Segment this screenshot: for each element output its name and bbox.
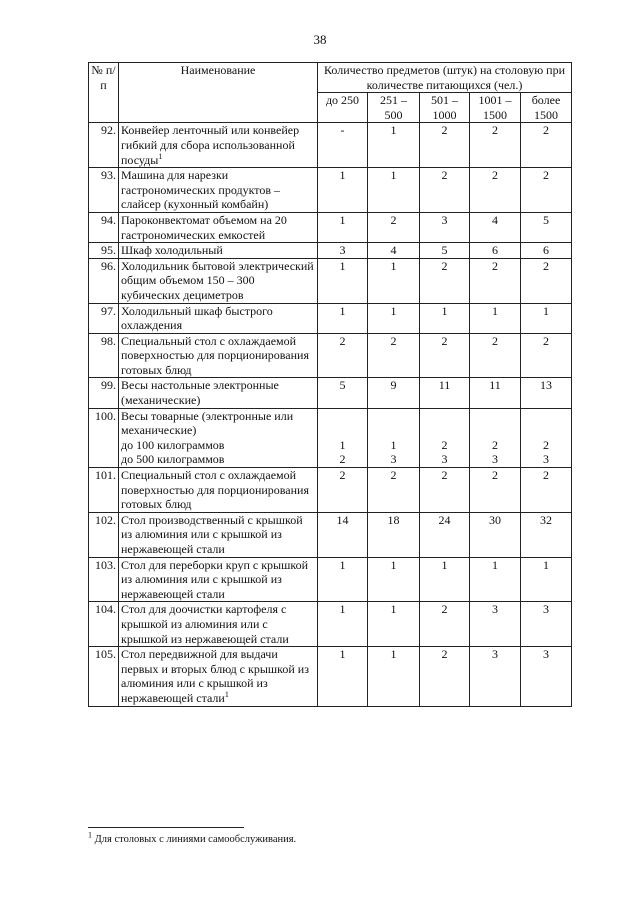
table-row	[89, 212, 572, 242]
row-number: 96.	[89, 258, 119, 303]
quantity-cell: 1	[368, 168, 420, 213]
row-name	[119, 168, 318, 213]
quantity-cell: 3	[470, 647, 521, 706]
table-row	[89, 123, 572, 168]
header-quantity: Количество предметов (штук) на столовую при количестве питающихся (чел.)	[318, 63, 572, 93]
quantity-cell: -	[318, 123, 368, 168]
quantity-cell: 2	[521, 123, 572, 168]
table-row	[89, 378, 572, 408]
quantity-cell: 1	[318, 647, 368, 706]
row-name-text: Весы настольные электронные (механические)	[121, 378, 279, 408]
quantity-cell: 3	[470, 602, 521, 647]
table-row	[89, 258, 572, 303]
quantity-cell: 1	[368, 258, 420, 303]
quantity-cell: 2	[420, 647, 470, 706]
quantity-cell: 2	[521, 168, 572, 213]
quantity-cell: 1	[368, 123, 420, 168]
footnote-mark: 1	[88, 830, 92, 840]
table-row	[89, 557, 572, 602]
table-row	[89, 243, 572, 259]
quantity-cell: 2	[521, 333, 572, 378]
quantity-cell: 2	[521, 468, 572, 513]
row-name-text: Специальный стол с охлаждаемой поверхностью для порционирования готовых блюд	[121, 468, 309, 512]
quantity-cell: 3	[521, 647, 572, 706]
quantity-cell	[470, 408, 521, 467]
row-name	[119, 602, 318, 647]
row-number: 93.	[89, 168, 119, 213]
row-number: 101.	[89, 468, 119, 513]
footnote-divider	[88, 827, 244, 828]
quantity-cell: 2	[420, 468, 470, 513]
row-name	[119, 408, 318, 467]
row-name	[119, 212, 318, 242]
row-number: 103.	[89, 557, 119, 602]
row-number: 100.	[89, 408, 119, 467]
quantity-cell: 1	[368, 647, 420, 706]
row-number: 98.	[89, 333, 119, 378]
row-name	[119, 303, 318, 333]
table-row	[89, 647, 572, 706]
quantity-cell: 1	[318, 602, 368, 647]
quantity-cell: 18	[368, 512, 420, 557]
quantity-cell: 5	[318, 378, 368, 408]
row-number: 102.	[89, 512, 119, 557]
quantity-value: 3	[390, 452, 397, 467]
quantity-cell: 24	[420, 512, 470, 557]
quantity-cell: 3	[420, 212, 470, 242]
quantity-cell	[368, 408, 420, 467]
quantity-cell: 6	[470, 243, 521, 259]
quantity-cell: 2	[420, 168, 470, 213]
quantity-value: 3	[492, 452, 498, 467]
row-name	[119, 333, 318, 378]
quantity-cell: 14	[318, 512, 368, 557]
row-number: 92.	[89, 123, 119, 168]
quantity-cell: 2	[420, 123, 470, 168]
row-name-text: Шкаф холодильный	[121, 243, 223, 258]
table-row	[89, 333, 572, 378]
quantity-cell: 2	[420, 333, 470, 378]
row-name-text: Стол для переборки круп с крышкой из алюминия или с крышкой из нержавеющей стали	[121, 557, 309, 601]
quantity-cell: 2	[368, 333, 420, 378]
row-number: 94.	[89, 212, 119, 242]
row-name-text: Холодильник бытовой электрический общим объемом 150 – 300 кубических дециметров	[121, 258, 314, 302]
quantity-cell	[420, 408, 470, 467]
quantity-value: 2	[492, 437, 498, 452]
quantity-cell: 1	[368, 602, 420, 647]
equipment-table	[88, 62, 572, 707]
page-number: 38	[313, 32, 327, 47]
header-range: 501 – 1000	[420, 93, 470, 123]
row-name	[119, 512, 318, 557]
quantity-cell: 2	[420, 258, 470, 303]
row-name-text: Стол производственный с крышкой из алюминия или с крышкой из нержавеющей стали	[121, 512, 303, 556]
quantity-value: 1	[339, 437, 346, 452]
row-number: 99.	[89, 378, 119, 408]
row-subitem: до 100 килограммов	[121, 437, 225, 452]
quantity-cell: 2	[470, 468, 521, 513]
quantity-cell	[318, 408, 368, 467]
quantity-cell: 2	[368, 468, 420, 513]
quantity-cell: 2	[318, 468, 368, 513]
quantity-cell: 1	[318, 557, 368, 602]
row-name-text: Стол передвижной для выдачи первых и вторых блюд с крышкой из алюминия или с крышкой из нержавеющей стали	[121, 647, 309, 705]
row-subitem: до 500 килограммов	[121, 452, 225, 467]
table-row	[89, 602, 572, 647]
quantity-cell: 2	[420, 602, 470, 647]
quantity-cell: 11	[470, 378, 521, 408]
quantity-cell: 1	[318, 303, 368, 333]
quantity-value: 2	[339, 452, 346, 467]
quantity-cell: 32	[521, 512, 572, 557]
header-range: 1001 – 1500	[470, 93, 521, 123]
quantity-cell: 2	[521, 258, 572, 303]
footnote-ref: 1	[224, 689, 229, 699]
quantity-cell: 1	[420, 303, 470, 333]
quantity-cell: 9	[368, 378, 420, 408]
quantity-value: 1	[390, 437, 397, 452]
quantity-value: 3	[441, 452, 448, 467]
quantity-cell: 4	[470, 212, 521, 242]
quantity-cell: 2	[470, 333, 521, 378]
quantity-cell: 1	[318, 258, 368, 303]
quantity-cell: 1	[368, 303, 420, 333]
row-number: 105.	[89, 647, 119, 706]
table-row	[89, 408, 572, 467]
row-name	[119, 647, 318, 706]
row-name-text: Весы товарные (электронные или механические)	[121, 408, 294, 438]
quantity-cell: 2	[470, 123, 521, 168]
quantity-cell: 1	[521, 303, 572, 333]
row-number: 104.	[89, 602, 119, 647]
quantity-value: 3	[543, 452, 549, 467]
quantity-cell	[521, 408, 572, 467]
quantity-cell: 1	[470, 303, 521, 333]
row-name-text: Машина для нарезки гастрономических продуктов – слайсер (кухонный комбайн)	[121, 168, 281, 212]
table-row	[89, 303, 572, 333]
quantity-cell: 5	[521, 212, 572, 242]
table-row	[89, 168, 572, 213]
quantity-cell: 2	[470, 168, 521, 213]
row-name-text: Стол для доочистки картофеля с крышкой из алюминия или с крышкой из нержавеющей стали	[121, 602, 289, 646]
row-name-text: Пароконвектомат объемом на 20 гастрономических емкостей	[121, 212, 287, 242]
quantity-value: 2	[441, 437, 448, 452]
table-row	[89, 468, 572, 513]
row-number: 97.	[89, 303, 119, 333]
quantity-cell: 1	[368, 557, 420, 602]
header-range: более 1500	[521, 93, 572, 123]
row-name	[119, 123, 318, 168]
footnote-text: Для столовых с линиями самообслуживания.	[94, 834, 297, 845]
quantity-cell: 3	[318, 243, 368, 259]
quantity-cell: 1	[420, 557, 470, 602]
quantity-cell: 30	[470, 512, 521, 557]
quantity-cell: 1	[521, 557, 572, 602]
quantity-cell: 1	[318, 212, 368, 242]
row-name	[119, 378, 318, 408]
quantity-cell: 13	[521, 378, 572, 408]
footnote-ref: 1	[158, 151, 163, 161]
quantity-cell: 4	[368, 243, 420, 259]
row-name-text: Холодильный шкаф быстрого охлаждения	[121, 303, 273, 333]
footnote	[88, 830, 297, 845]
header-name: Наименование	[119, 63, 318, 123]
quantity-cell: 6	[521, 243, 572, 259]
header-num: № п/п	[89, 63, 119, 123]
header-range: до 250	[318, 93, 368, 123]
quantity-cell: 1	[318, 168, 368, 213]
row-name	[119, 468, 318, 513]
row-name	[119, 258, 318, 303]
quantity-cell: 2	[470, 258, 521, 303]
quantity-cell: 2	[318, 333, 368, 378]
quantity-value: 2	[543, 437, 549, 452]
header-range: 251 – 500	[368, 93, 420, 123]
quantity-cell: 2	[368, 212, 420, 242]
row-name-text: Конвейер ленточный или конвейер гибкий для сбора использованной посуды	[121, 123, 300, 167]
row-name	[119, 243, 318, 259]
quantity-cell: 5	[420, 243, 470, 259]
quantity-cell: 1	[470, 557, 521, 602]
quantity-cell: 3	[521, 602, 572, 647]
row-number: 95.	[89, 243, 119, 259]
row-name	[119, 557, 318, 602]
row-name-text: Специальный стол с охлаждаемой поверхностью для порционирования готовых блюд	[121, 333, 309, 377]
quantity-cell: 11	[420, 378, 470, 408]
table-row	[89, 512, 572, 557]
